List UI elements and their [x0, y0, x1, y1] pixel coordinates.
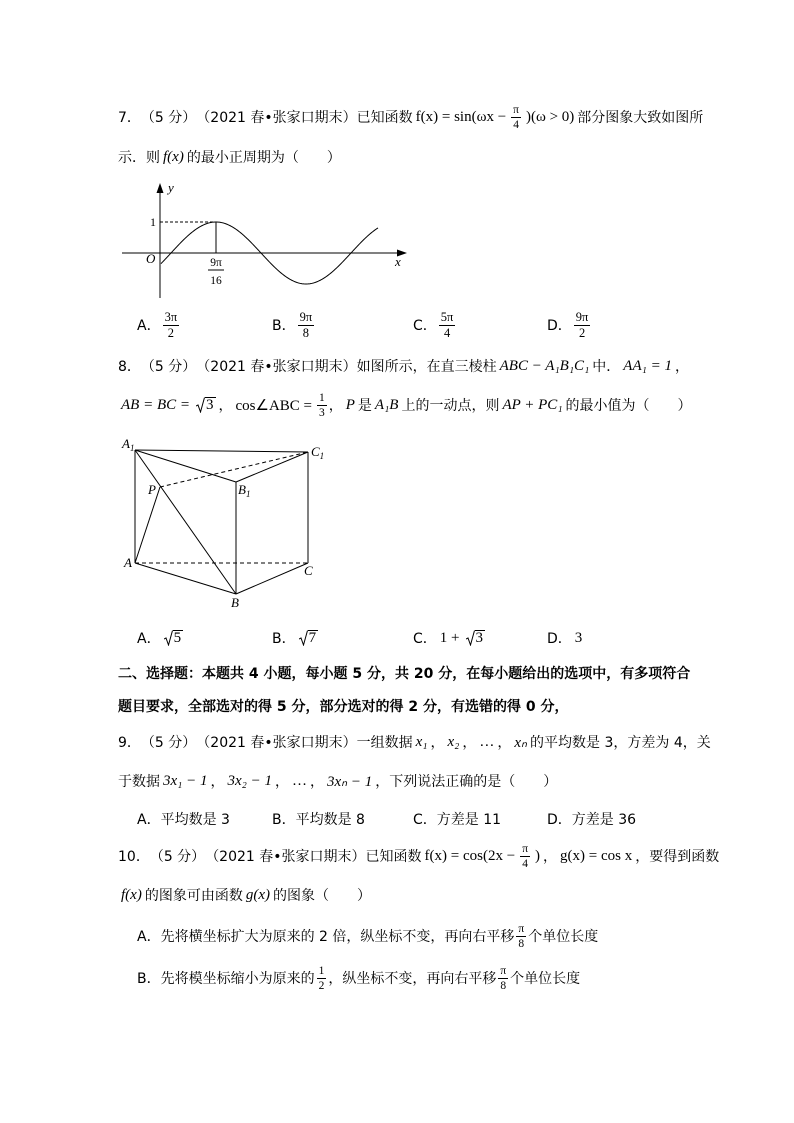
q9-transformed: 3xₙ − 1: [327, 773, 373, 790]
q8-text: 上的一动点，则: [401, 398, 500, 414]
q8-path-sum: AP + PC₁: [502, 396, 563, 413]
option-letter: D．: [547, 631, 572, 647]
vertex-label-b1: [238, 482, 250, 499]
q8-text: 中．: [592, 359, 621, 375]
option-text: 方差是 36: [571, 812, 637, 828]
option-fraction: [298, 311, 315, 340]
q10-function-tail: ): [535, 847, 540, 864]
option-letter: D．: [547, 318, 572, 334]
q10-option-b: [137, 963, 580, 993]
q8-line-2: [118, 390, 692, 420]
q7-sine-graph: [115, 178, 415, 303]
vertex-label-a1: [121, 436, 134, 453]
radical-sign-icon: [164, 630, 173, 646]
point-label-p: P: [148, 482, 156, 497]
q7-line-1: [118, 102, 703, 132]
option-text: 先将横坐标扩大为原来的 2 倍，纵坐标不变，再向右平移: [160, 929, 515, 945]
q10-text: 的图象可由函数: [144, 888, 243, 904]
q7-function-tail: )(ω > 0): [525, 108, 575, 125]
q10-option-a: [137, 921, 598, 951]
q9-separator: ，: [210, 774, 225, 790]
option-sqrt: [164, 630, 184, 646]
q10-function-g: g(x) = cos x: [560, 847, 633, 864]
q7-score: （5 分）: [140, 110, 197, 126]
q8-text: ，: [674, 359, 689, 375]
radical-sign-icon: [466, 630, 475, 646]
radicand: 7: [308, 630, 317, 646]
q8-point-p: P: [345, 396, 355, 413]
option-fraction: [498, 965, 508, 992]
label-letter: B: [238, 482, 246, 497]
segment-a-p: [135, 487, 160, 563]
q7-function-expression: f(x) = sin(ωx −: [415, 108, 507, 125]
fraction-denominator: 4: [522, 857, 528, 870]
q8-text: 如图所示，在直三棱柱: [356, 359, 497, 375]
q10-phase-fraction: [520, 843, 530, 870]
q9-separator: ，: [430, 735, 445, 751]
q9-variable: xₙ: [514, 734, 528, 751]
q7-text: 已知函数: [356, 110, 413, 126]
fraction-numerator: 5π: [440, 309, 454, 324]
q8-cosine-fraction: [317, 392, 327, 419]
x-axis-label: x: [395, 254, 401, 269]
radicand: 3: [206, 397, 214, 413]
fraction-denominator: 2: [167, 325, 174, 340]
option-text: 平均数是 8: [295, 812, 365, 828]
option-value: 3: [574, 629, 583, 646]
origin-label: O: [146, 251, 156, 266]
vertex-label-a: A: [124, 555, 132, 570]
q7-line-2: [118, 145, 341, 169]
q8-sqrt: [196, 397, 216, 413]
option-letter: A．: [137, 812, 161, 828]
option-text: ，纵坐标不变，再向右平移: [328, 971, 497, 987]
q8-prism-figure: [118, 436, 333, 612]
option-text: 平均数是 3: [160, 812, 230, 828]
label-letter: A: [122, 436, 130, 451]
fraction-numerator: π: [518, 922, 525, 935]
option-letter: B．: [272, 812, 296, 828]
vertex-label-c: C: [304, 563, 313, 578]
label-subscript: 1: [319, 451, 325, 461]
option-fraction: [574, 311, 591, 340]
label-subscript: 1: [245, 489, 251, 499]
q7-source: （2021 春•张家口期末）: [196, 110, 357, 126]
option-letter: C．: [413, 812, 437, 828]
q10-line-2: [118, 883, 371, 907]
option-text: 方差是 11: [436, 812, 502, 828]
vertex-label-b: B: [231, 595, 239, 610]
q9-separator: ，: [462, 735, 477, 751]
option-letter: B．: [272, 631, 296, 647]
q10-line-1: [118, 841, 719, 871]
option-letter: C．: [413, 318, 437, 334]
fraction-denominator: 8: [518, 937, 525, 950]
fraction-numerator: 1: [318, 964, 325, 977]
q7-option-a: [137, 308, 181, 342]
fraction-numerator: π: [500, 964, 507, 977]
q9-option-c: [413, 807, 501, 831]
option-fraction: [317, 965, 327, 992]
fraction-numerator: π: [522, 842, 528, 855]
q7-text: 部分图象大致如图所: [577, 110, 704, 126]
x-tick-numerator: 9π: [210, 257, 222, 269]
q10-text: 已知函数: [365, 849, 422, 865]
q10-question: 的图象（ ）: [272, 888, 371, 904]
q8-question: 的最小值为（ ）: [565, 398, 692, 414]
fraction-numerator: 3π: [164, 309, 178, 324]
fraction-denominator: 4: [443, 325, 451, 340]
option-text: 个单位长度: [528, 929, 599, 945]
q8-score: （5 分）: [140, 359, 197, 375]
q9-ellipsis: …: [292, 772, 307, 789]
radicand: 3: [475, 630, 483, 646]
q7-function-name: f(x): [163, 148, 184, 165]
y-axis-label: y: [168, 180, 174, 195]
option-text: 先将模坐标缩小为原来的: [160, 971, 315, 987]
q8-option-b: [272, 621, 321, 655]
edge-a1-c1: [135, 450, 308, 452]
q10-function-name: f(x): [121, 886, 142, 903]
q9-question: ，下列说法正确的是（ ）: [375, 774, 558, 790]
q9-score: （5 分）: [140, 735, 197, 751]
fraction-numerator: 9π: [299, 309, 313, 324]
fraction-numerator: 1: [319, 391, 325, 404]
q9-option-a: [137, 807, 230, 831]
q8-cosine: cos∠ABC =: [235, 397, 312, 414]
q10-source: （2021 春•张家口期末）: [205, 849, 366, 865]
radicand: 5: [173, 630, 182, 646]
q8-option-c: [413, 621, 488, 655]
edge-b-c: [236, 563, 308, 594]
q7-option-b: [272, 308, 316, 342]
radical-sign-icon: [196, 397, 205, 413]
q8-edge-length: AA₁ = 1: [623, 357, 672, 374]
q7-option-d: [547, 308, 592, 342]
q9-variable: x₂: [447, 733, 460, 750]
vertex-label-c1: [311, 444, 324, 461]
q9-text: 于数据: [118, 774, 160, 790]
fraction-denominator: 4: [513, 118, 519, 131]
q10-function-f: f(x) = cos(2x −: [424, 847, 516, 864]
option-sqrt: [466, 630, 486, 646]
option-letter: A．: [137, 929, 161, 945]
option-letter: A．: [137, 318, 161, 334]
label-letter: C: [311, 444, 320, 459]
q10-score: （5 分）: [149, 849, 206, 865]
q9-line-1: [118, 730, 711, 754]
q8-side-lengths: AB = BC =: [121, 396, 190, 413]
label-subscript: 1: [129, 443, 135, 453]
q8-prism-name: ABC − A₁B₁C₁: [499, 357, 590, 374]
q8-segment: A₁B: [374, 396, 399, 413]
fraction-denominator: 8: [500, 979, 507, 992]
q9-text: 一组数据: [356, 735, 413, 751]
y-tick-label: 1: [150, 215, 156, 229]
q8-text: ，: [328, 398, 343, 414]
fraction-denominator: 2: [318, 979, 325, 992]
q9-text: 的平均数是 3，方差为 4，关: [530, 735, 711, 751]
fraction-denominator: 3: [319, 406, 325, 419]
fraction-numerator: 9π: [575, 309, 589, 324]
q10-separator: ，: [543, 849, 557, 865]
q8-text: ，: [218, 398, 233, 414]
q10-function-name: g(x): [245, 886, 270, 903]
q9-separator: ，: [497, 735, 512, 751]
fraction-denominator: 8: [302, 325, 310, 340]
q10-number: 10．: [118, 849, 150, 865]
q9-option-d: [547, 807, 636, 831]
option-fraction: [163, 311, 180, 340]
q7-option-c: [413, 308, 457, 342]
option-prefix: 1 +: [439, 629, 460, 646]
edge-a-b: [135, 563, 236, 594]
q8-option-d: [547, 621, 585, 655]
q8-source: （2021 春•张家口期末）: [196, 359, 357, 375]
option-letter: C．: [413, 631, 437, 647]
section-2-heading-line-2: 题目要求，全部选对的得 5 分，部分选对的得 2 分，有选错的得 0 分，: [118, 699, 569, 715]
option-sqrt: [299, 630, 319, 646]
q7-number: 7．: [118, 110, 141, 126]
option-fraction: [516, 923, 526, 950]
q9-transformed: 3x₂ − 1: [227, 772, 272, 789]
section-2-heading-line-1: 二、选择题：本题共 4 小题，每小题 5 分，共 20 分，在每小题给出的选项中，有多项符合: [118, 666, 691, 682]
option-letter: D．: [547, 812, 572, 828]
q9-variable: x₁: [415, 733, 428, 750]
fraction-numerator: π: [513, 103, 519, 116]
option-letter: A．: [137, 631, 161, 647]
q7-question: 的最小正周期为（ ）: [186, 150, 341, 166]
q9-separator: ，: [310, 774, 324, 790]
edge-a1-b1: [135, 450, 236, 482]
q9-transformed: 3x₁ − 1: [163, 772, 208, 789]
q8-number: 8．: [118, 359, 141, 375]
option-text: 个单位长度: [510, 971, 581, 987]
q9-option-b: [272, 807, 365, 831]
option-letter: B．: [137, 971, 161, 987]
edge-b1-c1: [236, 452, 308, 482]
option-fraction: [439, 311, 456, 340]
option-letter: B．: [272, 318, 296, 334]
fraction-denominator: 2: [578, 325, 586, 340]
q7-text: 示．则: [118, 150, 160, 166]
q8-text: 是: [357, 398, 372, 414]
q9-source: （2021 春•张家口期末）: [196, 735, 357, 751]
q9-separator: ，: [275, 774, 289, 790]
q10-text: ，要得到函数: [635, 849, 720, 865]
q8-line-1: [118, 354, 689, 378]
q9-line-2: [118, 769, 557, 793]
y-axis-arrow-icon: [157, 183, 164, 193]
segment-a1-b: [135, 450, 236, 594]
x-tick-denominator: 16: [210, 275, 222, 287]
q9-ellipsis: …: [479, 733, 495, 750]
q9-number: 9．: [118, 735, 141, 751]
q8-option-a: [137, 621, 186, 655]
radical-sign-icon: [299, 630, 308, 646]
q7-phase-fraction: [511, 104, 521, 131]
